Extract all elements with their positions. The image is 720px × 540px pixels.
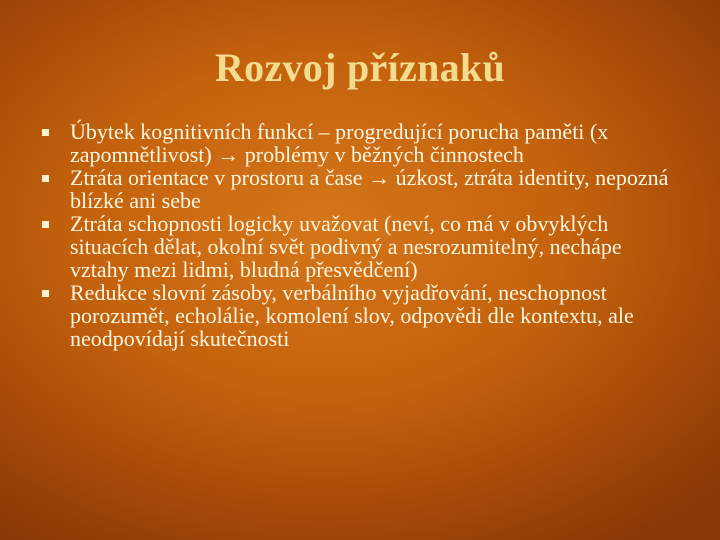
bullet-text: Redukce slovní zásoby, verbálního vyjadřování, neschopnost porozumět, echolálie, komolení slov, odpovědi dle kontextu, ale neodpovídají skutečnosti xyxy=(70,280,634,351)
bullet-item xyxy=(40,120,680,166)
square-bullet-icon xyxy=(42,175,49,182)
bullet-item xyxy=(40,166,680,212)
square-bullet-icon xyxy=(42,290,49,297)
bullet-text: Ztráta orientace v prostoru a čase → úzkost, ztráta identity, nepozná blízké ani sebe xyxy=(70,165,669,213)
bullet-list xyxy=(40,120,680,350)
bullet-item xyxy=(40,212,680,281)
bullet-text: Úbytek kognitivních funkcí – progredující porucha paměti (x zapomnětlivost) → problémy v běžných činnostech xyxy=(70,119,609,167)
bullet-item xyxy=(40,281,680,350)
square-bullet-icon xyxy=(42,129,49,136)
slide-title: Rozvoj příznaků xyxy=(214,45,506,90)
square-bullet-icon xyxy=(42,221,49,228)
bullet-text: Ztráta schopnosti logicky uvažovat (neví, co má v obvyklých situacích dělat, okolní svět podivný a nesrozumitelný, nechápe vztahy mezi lidmi, bludná přesvědčení) xyxy=(70,211,622,282)
